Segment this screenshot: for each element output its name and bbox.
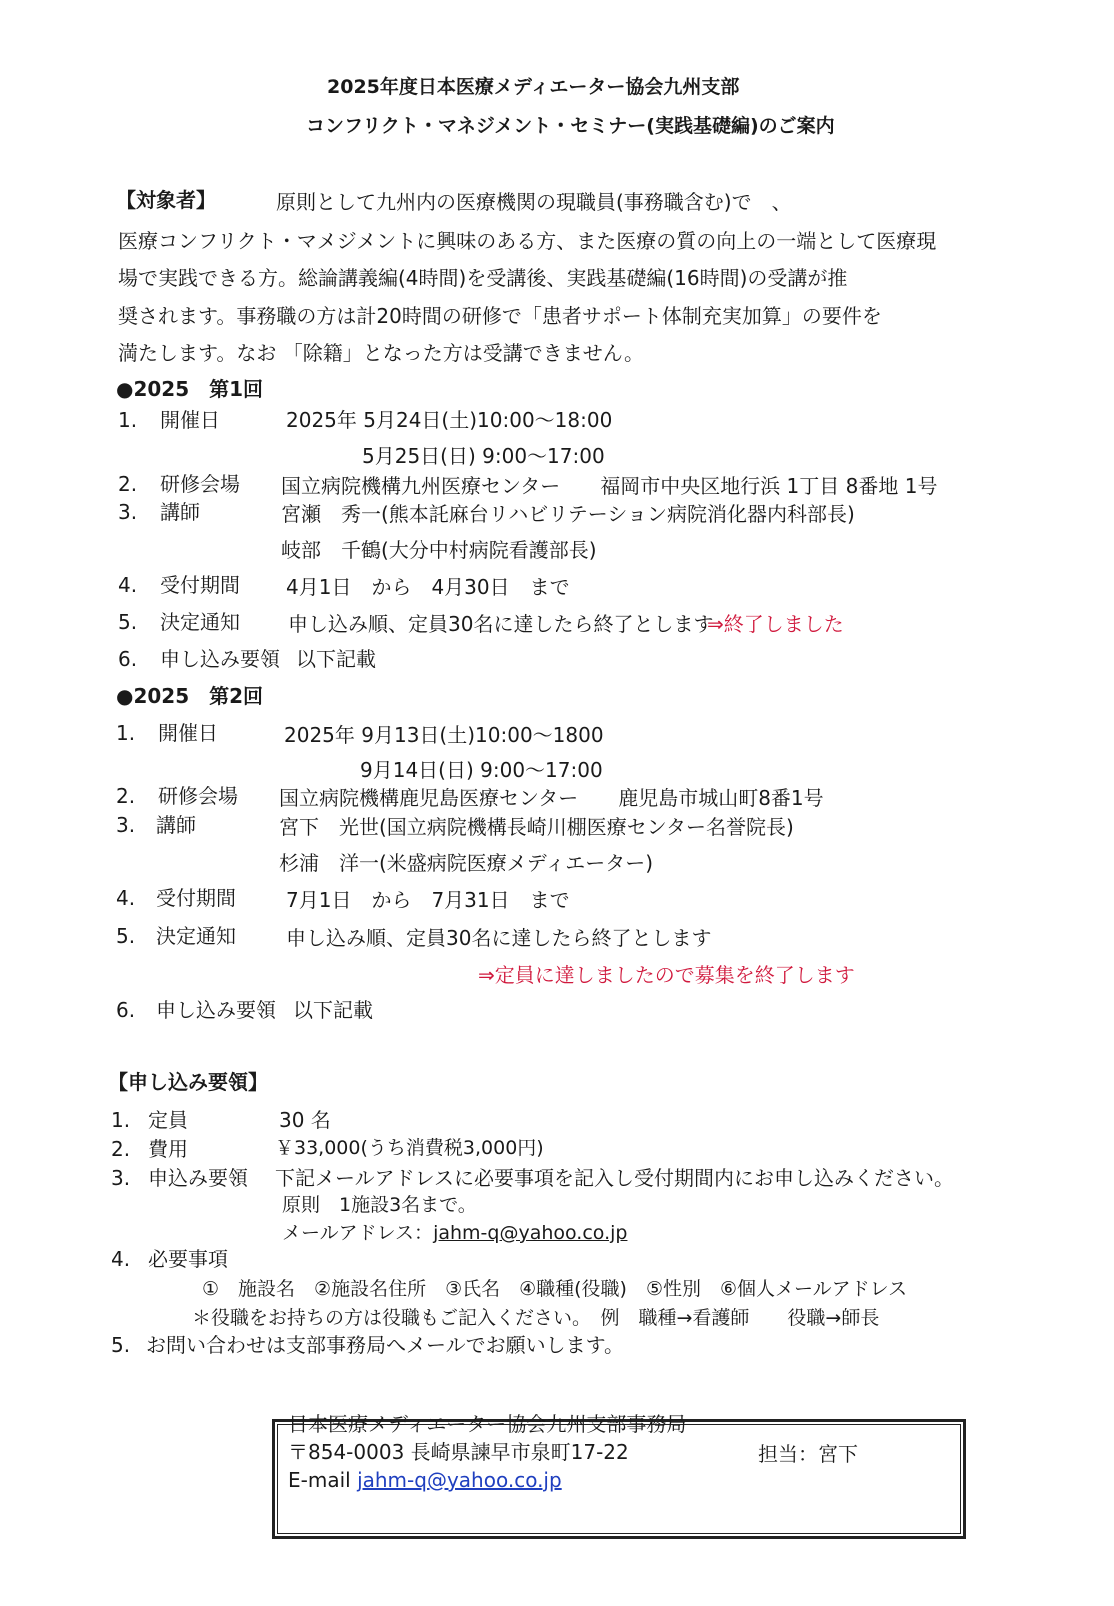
session1-item-4-value: 4月1日 から 4月30日 まで [286,575,570,599]
session1-item-4-num: 4. [118,573,138,597]
session1-item-6-value: 以下記載 [296,647,376,671]
session1-item-4-label: 受付期間 [160,573,240,597]
application-item-4-value: ① 施設名 ②施設名住所 ③氏名 ④職種(役職) ⑤性別 ⑥個人メールアドレス [202,1278,908,1300]
session2-item-4-num: 4. [116,886,136,910]
session1-item-1-label: 開催日 [160,408,220,432]
application-item-1-value: 30 名 [279,1108,331,1132]
session2-item-6-num: 6. [116,998,136,1022]
session2-item-2-num: 2. [116,784,136,808]
application-item-5-label: お問い合わせは支部事務局へメールでお願いします。 [146,1333,624,1357]
application-item-2-value: ￥33,000(うち消費税3,000円) [275,1137,544,1159]
session2-item-2-value: 国立病院機構鹿児島医療センター 鹿児島市城山町8番1号 [279,786,824,810]
session1-item-3-value: 宮瀬 秀一(熊本託麻台リハビリテーション病院消化器内科部長) [281,502,855,526]
session1-heading: ●2025 第1回 [116,377,264,401]
application-item-2-label: 費用 [148,1137,188,1161]
session2-item-1-label: 開催日 [158,721,218,745]
session1-item-2-label: 研修会場 [160,472,240,496]
application-item-4-label: 必要事項 [148,1247,228,1271]
title-line-2: コンフリクト・マネジメント・セミナー(実践基礎編)のご案内 [306,115,835,137]
application-email-label: メールアドレス： [282,1222,434,1244]
audience-label: 【対象者】 [116,188,216,212]
application-item-1-num: 1. [111,1108,131,1132]
session2-item-5-label: 決定通知 [156,924,236,948]
session2-item-6-label: 申し込み要領 [156,998,276,1022]
session1-item-2-value: 国立病院機構九州医療センター 福岡市中央区地行浜 1丁目 8番地 1号 [281,474,938,498]
application-email-link[interactable]: jahm-q@yahoo.co.jp [433,1222,628,1244]
session2-item-4-value: 7月1日 から 7月31日 まで [286,888,570,912]
session1-item-5-num: 5. [118,610,138,634]
session1-status-note: ⇒終了しました [707,612,844,636]
audience-line-3: 場で実践できる方。総論講義編(4時間)を受講後、実践基礎編(16時間)の受講が推 [118,266,848,290]
contact-email-row [288,1470,562,1490]
application-email-row [282,1224,627,1243]
session2-heading: ●2025 第2回 [116,684,264,708]
application-item-3-value2: 原則 1施設3名まで。 [282,1194,477,1216]
session2-item-1-num: 1. [116,721,136,745]
title-line-1: 2025年度日本医療メディエーター協会九州支部 [327,76,740,98]
session2-item-6-value: 以下記載 [293,998,373,1022]
contact-office: 日本医療メディエーター協会九州支部事務局 [288,1412,687,1436]
application-item-1-label: 定員 [148,1108,188,1132]
session1-item-6-label: 申し込み要領 [160,647,280,671]
application-item-4-value2: ＊役職をお持ちの方は役職もご記入ください。 例 職種→看護師 役職→師長 [192,1307,880,1329]
session2-item-3-value: 宮下 光世(国立病院機構長崎川棚医療センター名誉院長) [279,815,794,839]
contact-email-label: E-mail [288,1468,358,1492]
application-item-3-value: 下記メールアドレスに必要事項を記入し受付期間内にお申し込みください。 [275,1166,954,1190]
session2-item-1-value2: 9月14日(日) 9:00～17:00 [360,758,603,782]
application-heading: 【申し込み要領】 [108,1070,268,1094]
session2-item-5-value: 申し込み順、定員30名に達したら終了とします [286,926,712,950]
session1-item-2-num: 2. [118,472,138,496]
contact-address: 〒854-0003 長崎県諫早市泉町17-22 [288,1440,629,1464]
contact-person: 担当：宮下 [758,1442,858,1466]
session2-item-3-num: 3. [116,813,136,837]
session1-item-1-num: 1. [118,408,138,432]
session2-item-4-label: 受付期間 [156,886,236,910]
application-item-3-label: 申込み要領 [148,1166,248,1190]
contact-email-link[interactable]: jahm-q@yahoo.co.jp [357,1468,562,1492]
session2-item-2-label: 研修会場 [158,784,238,808]
session1-item-3-num: 3. [118,500,138,524]
audience-line-1: 原則として九州内の医療機関の現職員(事務職含む)で 、 [276,190,792,214]
session1-item-1-value2: 5月25日(日) 9:00～17:00 [362,444,605,468]
session2-item-5-num: 5. [116,924,136,948]
application-item-5-num: 5. [111,1333,131,1357]
session1-item-6-num: 6. [118,647,138,671]
session1-item-5-label: 決定通知 [160,610,240,634]
audience-line-5: 満たします。なお 「除籍」となった方は受講できません。 [118,341,644,365]
application-item-2-num: 2. [111,1137,131,1161]
audience-line-4: 奨されます。事務職の方は計20時間の研修で「患者サポート体制充実加算」の要件を [118,304,882,328]
application-item-4-num: 4. [111,1247,131,1271]
session1-item-3-value2: 岐部 千鶴(大分中村病院看護部長) [281,538,597,562]
session1-item-3-label: 講師 [160,500,200,524]
session1-item-1-value: 2025年 5月24日(土)10:00～18:00 [286,408,613,432]
session1-item-5-value: 申し込み順、定員30名に達したら終了とします [288,612,714,636]
session2-item-3-value2: 杉浦 洋一(米盛病院医療メディエーター) [279,851,654,875]
session2-item-1-value: 2025年 9月13日(土)10:00～1800 [284,723,604,747]
application-item-3-num: 3. [111,1166,131,1190]
session2-status-note: ⇒定員に達しましたので募集を終了します [478,963,855,987]
audience-line-2: 医療コンフリクト・マメジメントに興味のある方、また医療の質の向上の一端として医療現 [118,229,937,253]
session2-item-3-label: 講師 [156,813,196,837]
